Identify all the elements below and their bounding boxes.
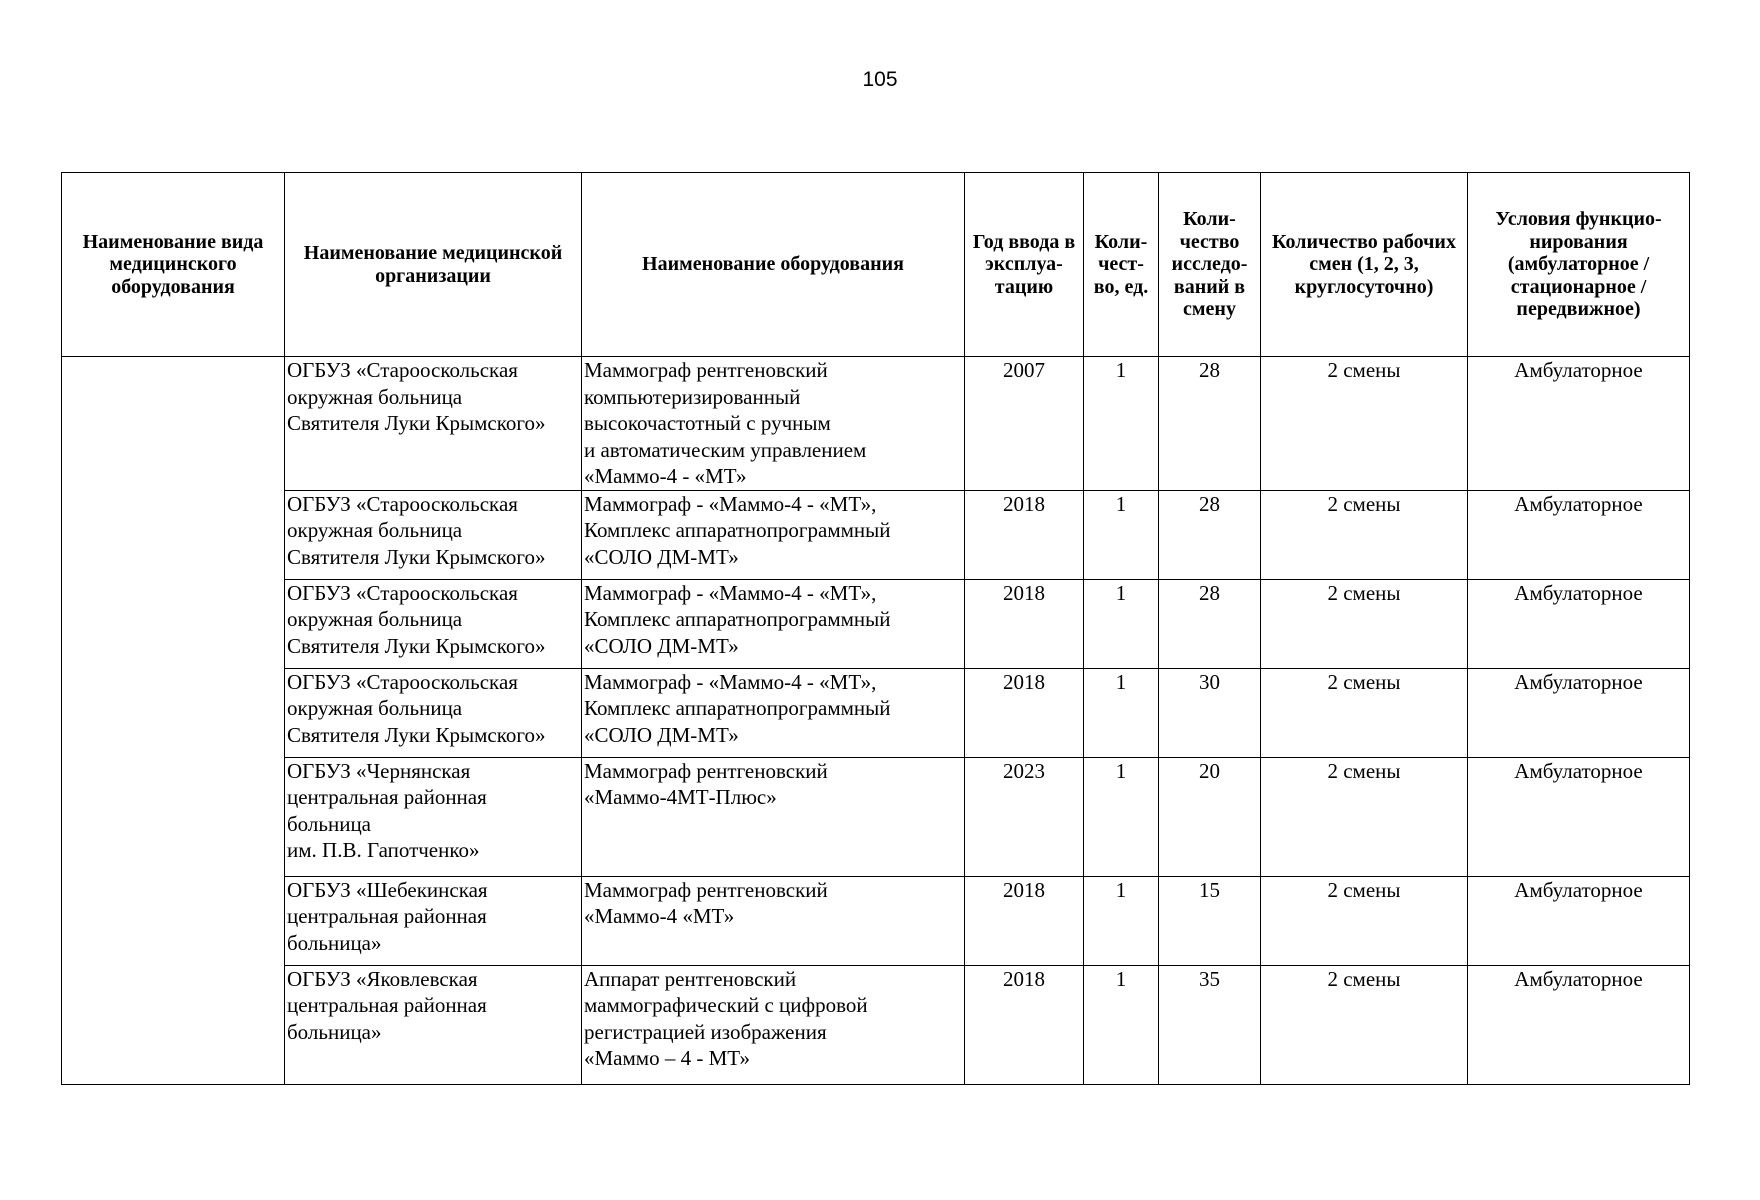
conditions-cell: Амбулаторное	[1468, 490, 1690, 579]
equipment-cell: Маммограф рентгеновский компьютеризированный высокочастотный с ручным и автоматическим управлением «Маммо-4 - «МТ»	[582, 357, 965, 491]
table-row	[62, 757, 1690, 876]
equipment-cell: Маммограф - «Маммо-4 - «МТ», Комплекс аппаратнопрограммный «СОЛО ДМ-МТ»	[582, 490, 965, 579]
studies-cell: 28	[1159, 490, 1261, 579]
conditions-cell: Амбулаторное	[1468, 757, 1690, 876]
equipment-cell: Маммограф рентгеновский «Маммо-4МТ-Плюс»	[582, 757, 965, 876]
equipment-cell: Маммограф рентгеновский «Маммо-4 «МТ»	[582, 876, 965, 965]
conditions-cell: Амбулаторное	[1468, 579, 1690, 668]
year-cell: 2018	[965, 579, 1084, 668]
year-cell: 2023	[965, 757, 1084, 876]
studies-cell: 20	[1159, 757, 1261, 876]
studies-cell: 15	[1159, 876, 1261, 965]
table-row	[62, 357, 1690, 491]
year-cell: 2018	[965, 965, 1084, 1084]
year-cell: 2018	[965, 876, 1084, 965]
header-year: Год ввода в эксплуа-тацию	[965, 173, 1084, 357]
header-conditions: Условия функцио-нирования (амбулаторное / стационарное / передвижное)	[1468, 173, 1690, 357]
qty-cell: 1	[1084, 357, 1159, 491]
qty-cell: 1	[1084, 757, 1159, 876]
shifts-cell: 2 смены	[1261, 757, 1468, 876]
year-cell: 2018	[965, 668, 1084, 757]
equipment-table	[61, 172, 1690, 1085]
studies-cell: 28	[1159, 357, 1261, 491]
qty-cell: 1	[1084, 876, 1159, 965]
studies-cell: 30	[1159, 668, 1261, 757]
header-shifts: Количество рабочих смен (1, 2, 3, круглосуточно)	[1261, 173, 1468, 357]
org-cell: ОГБУЗ «Чернянская центральная районная больница им. П.В. Гапотченко»	[285, 757, 582, 876]
table-row	[62, 965, 1690, 1084]
header-row	[62, 173, 1690, 357]
org-cell: ОГБУЗ «Старооскольская окружная больница Святителя Луки Крымского»	[285, 490, 582, 579]
year-cell: 2018	[965, 490, 1084, 579]
conditions-cell: Амбулаторное	[1468, 668, 1690, 757]
shifts-cell: 2 смены	[1261, 668, 1468, 757]
conditions-cell: Амбулаторное	[1468, 357, 1690, 491]
org-cell: ОГБУЗ «Старооскольская окружная больница Святителя Луки Крымского»	[285, 357, 582, 491]
table-row	[62, 876, 1690, 965]
header-organization: Наименование медицинской организации	[285, 173, 582, 357]
qty-cell: 1	[1084, 668, 1159, 757]
org-cell: ОГБУЗ «Яковлевская центральная районная больница»	[285, 965, 582, 1084]
year-cell: 2007	[965, 357, 1084, 491]
header-equipment-name: Наименование оборудования	[582, 173, 965, 357]
shifts-cell: 2 смены	[1261, 965, 1468, 1084]
shifts-cell: 2 смены	[1261, 579, 1468, 668]
page-number: 105	[862, 68, 898, 91]
shifts-cell: 2 смены	[1261, 876, 1468, 965]
studies-cell: 28	[1159, 579, 1261, 668]
header-quantity: Коли-чест-во, ед.	[1084, 173, 1159, 357]
table-row	[62, 668, 1690, 757]
table-row	[62, 579, 1690, 668]
studies-cell: 35	[1159, 965, 1261, 1084]
org-cell: ОГБУЗ «Шебекинская центральная районная больница»	[285, 876, 582, 965]
equipment-cell: Аппарат рентгеновский маммографический с цифровой регистрацией изображения «Маммо – 4 - МТ»	[582, 965, 965, 1084]
shifts-cell: 2 смены	[1261, 490, 1468, 579]
org-cell: ОГБУЗ «Старооскольская окружная больница Святителя Луки Крымского»	[285, 668, 582, 757]
equipment-cell: Маммограф - «Маммо-4 - «МТ», Комплекс аппаратнопрограммный «СОЛО ДМ-МТ»	[582, 579, 965, 668]
qty-cell: 1	[1084, 490, 1159, 579]
org-cell: ОГБУЗ «Старооскольская окружная больница Святителя Луки Крымского»	[285, 579, 582, 668]
equipment-type-cell	[62, 357, 285, 1085]
qty-cell: 1	[1084, 579, 1159, 668]
header-equipment-type: Наименование вида медицинского оборудования	[62, 173, 285, 357]
conditions-cell: Амбулаторное	[1468, 965, 1690, 1084]
table-row	[62, 490, 1690, 579]
qty-cell: 1	[1084, 965, 1159, 1084]
conditions-cell: Амбулаторное	[1468, 876, 1690, 965]
shifts-cell: 2 смены	[1261, 357, 1468, 491]
equipment-cell: Маммограф - «Маммо-4 - «МТ», Комплекс аппаратнопрограммный «СОЛО ДМ-МТ»	[582, 668, 965, 757]
header-studies: Коли-чество исследо-ваний в смену	[1159, 173, 1261, 357]
